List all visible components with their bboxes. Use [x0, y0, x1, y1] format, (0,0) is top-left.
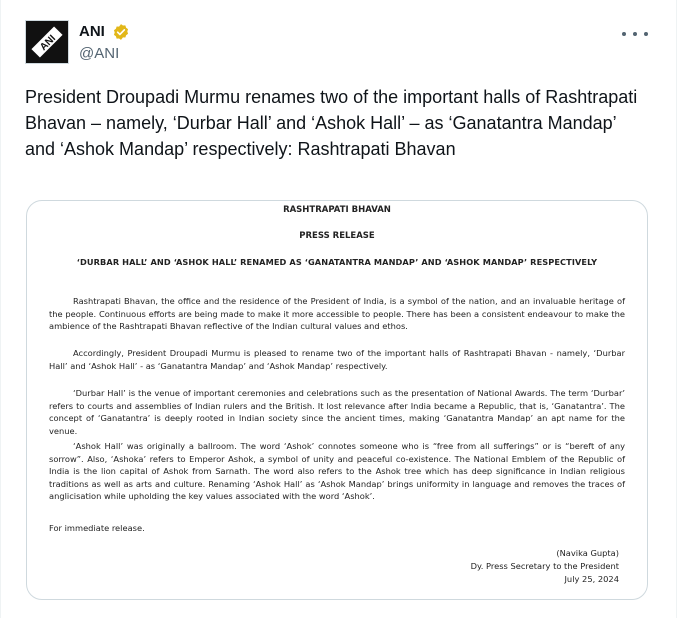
document-signature [471, 547, 619, 586]
ani-logo-icon [27, 22, 67, 62]
document-headline: ‘DURBAR HALL’ AND ‘ASHOK HALL’ RENAMED AS ‘GANATANTRA MANDAP’ AND ‘ASHOK MANDAP’ RESPECTIVELY [76, 257, 598, 267]
document-org: RASHTRAPATI BHAVAN [283, 205, 391, 215]
signature-date: July 25, 2024 [564, 574, 619, 584]
more-dot-icon [622, 32, 626, 36]
author-block [79, 22, 130, 64]
verified-badge-icon[interactable] [112, 23, 130, 41]
signature-title: Dy. Press Secretary to the President [470, 561, 619, 571]
author-display-name[interactable]: ANI [79, 23, 105, 40]
avatar[interactable] [25, 20, 69, 64]
more-dot-icon [633, 32, 637, 36]
document-paragraph: Accordingly, President Droupadi Murmu is pleased to rename two of the important halls of Rashtrapati Bhavan - namely, ‘Durbar Hall’ and ‘Ashok Hall’ - as ‘Ganatantra Mandap’ and ‘Ashok Mandap’ respectively. [49, 348, 625, 371]
document-paragraph: ‘Ashok Hall’ was originally a ballroom. The word ‘Ashok’ connotes someone who is “free from all sufferings” or is “bereft of any sorrow”. Also, ‘Ashoka’ refers to Emperor Ashok, a symbol of unity and peaceful co-existence. The National Emblem of the Republic of India is the lion capital of Ashok from Sarnath. The word also refers to the Ashok tree which has deep significance in Indian religious traditions as well as arts and culture. Renaming ‘Ashok Hall’ as ‘Ashok Mandap’ brings uniformity in language and removes the traces of anglicisation while upholding the key values associated with the word ‘Ashok’. [49, 441, 625, 501]
more-options-button[interactable] [622, 24, 648, 44]
more-dot-icon [644, 32, 648, 36]
signature-name: (Navika Gupta) [556, 548, 619, 558]
author-handle[interactable]: @ANI [79, 45, 120, 62]
document-paragraph: Rashtrapati Bhavan, the office and the residence of the President of India, is a symbol of the nation, and an invaluable heritage of the people. Continuous efforts are being made to make it more accessible to people. There has been a consistent endeavour to make the ambience of the Rashtrapati Bhavan reflective of the Indian cultural values and ethos. [49, 296, 625, 331]
document-closing: For immediate release. [49, 523, 145, 533]
tweet-text: President Droupadi Murmu renames two of the important halls of Rashtrapati Bhavan – namely, ‘Durbar Hall’ and ‘Ashok Hall’ – as ‘Ganatantra Mandap’ and ‘Ashok Mandap’ respectively: Rashtrapati Bhavan [25, 87, 638, 159]
tweet-header [25, 20, 656, 68]
tweet-image[interactable] [26, 200, 648, 600]
avatar-text: ANI [38, 33, 59, 54]
document-paragraph: ‘Durbar Hall’ is the venue of important ceremonies and celebrations such as the presentation of National Awards. The term ‘Durbar’ refers to courts and assemblies of Indian rulers and the British. It lost relevance after India became a Republic, that is, ‘Ganatantra’. The concept of ‘Ganatantra’ is deeply rooted in Indian society since the ancient times, making ‘Ganatantra Mandap’ an apt name for the venue. [49, 388, 625, 436]
document-type: PRESS RELEASE [299, 231, 375, 241]
